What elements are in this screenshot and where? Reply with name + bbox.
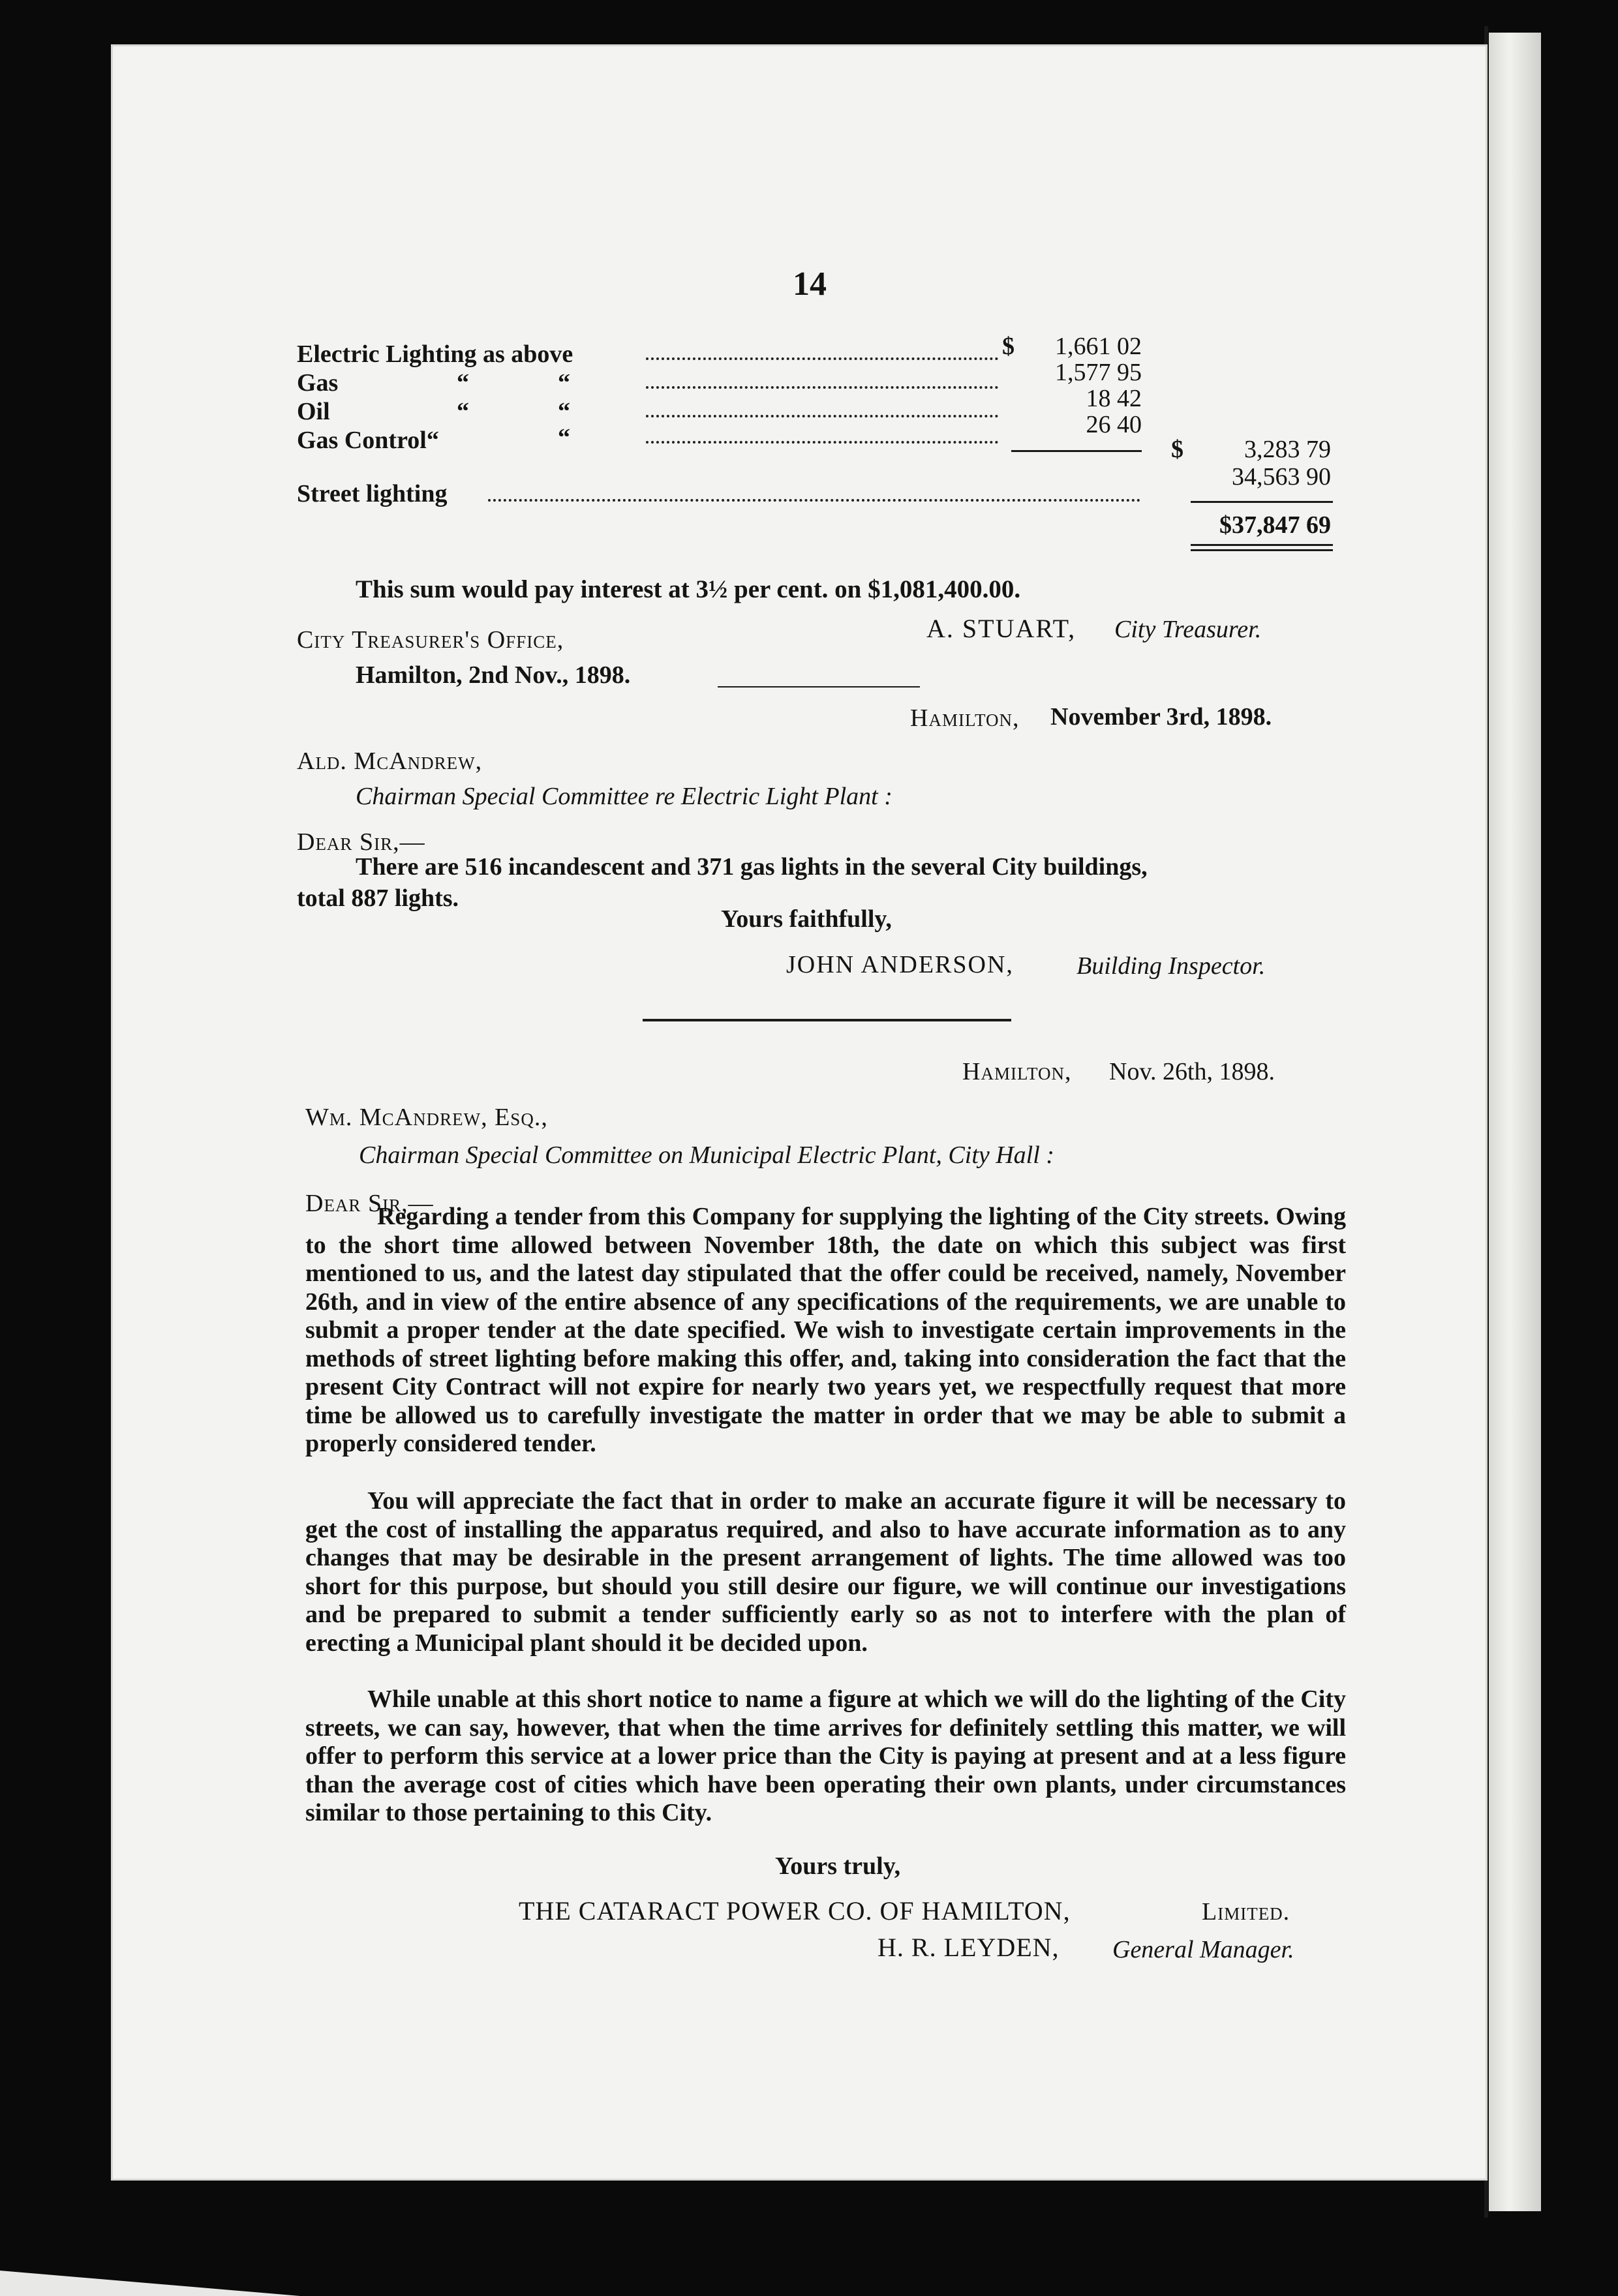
letter2-company: THE CATARACT POWER CO. OF HAMILTON, <box>519 1896 1071 1926</box>
subtotal-rule <box>1011 450 1142 452</box>
summary-row-amount: 1,577 95 <box>1055 359 1142 386</box>
ditto-mark: “ <box>457 369 469 397</box>
letter2-closing: Yours truly, <box>775 1852 901 1880</box>
dollar-sign: $ <box>1002 333 1015 360</box>
letter1-addressee-title: Chairman Special Committee re Electric Light Plant : <box>356 783 893 810</box>
letter2-signature-title: General Manager. <box>1112 1936 1294 1963</box>
leader-dots <box>646 357 998 360</box>
summary-row-amount: 1,661 02 <box>1055 333 1142 360</box>
treasurer-signature-title: City Treasurer. <box>1114 616 1262 643</box>
summary-row-label: Gas Control“ <box>297 427 439 454</box>
letter2-date: Nov. 26th, 1898. <box>1109 1058 1275 1085</box>
summary-row-amount: 18 42 <box>1086 385 1142 412</box>
letter1-addressee: Ald. McAndrew, <box>297 748 483 775</box>
total-rule-double-2 <box>1191 549 1333 551</box>
letter2-paragraph: You will appreciate the fact that in order to make an accurate figure it will be necessary to get the cost of installing the apparatus required, and also to have accurate information as to any changes that may be desirable in the present arrangement of lights. The time allowed was too short for this purpose, but should you still desire our figure, we will continue our investigations and be prepared to submit a tender sufficiently early so as not to interfere with the plan of erecting a Municipal plant should it be decided upon. <box>305 1487 1346 1657</box>
letter2-addressee: Wm. McAndrew, Esq., <box>305 1104 548 1131</box>
ditto-mark: “ <box>558 369 570 397</box>
subtotal-dollar-sign: $ <box>1171 436 1183 463</box>
ditto-mark: “ <box>558 424 570 451</box>
section-divider <box>643 1019 1011 1021</box>
total-amount: $37,847 69 <box>1219 511 1331 539</box>
leader-dots <box>646 386 998 389</box>
street-lighting-amount: 34,563 90 <box>1232 463 1331 491</box>
section-divider <box>718 686 920 687</box>
leader-dots <box>488 499 1140 502</box>
letter1-signature-name: JOHN ANDERSON, <box>786 951 1014 978</box>
letter1-salutation: Dear Sir,— <box>297 828 425 856</box>
scan-corner-fold <box>0 2211 300 2296</box>
total-rule-double-1 <box>1191 544 1333 546</box>
ditto-mark: “ <box>558 398 570 425</box>
adjacent-page-edge <box>1489 33 1541 2211</box>
treasurer-signature-name: A. STUART, <box>926 614 1076 643</box>
street-lighting-label: Street lighting <box>297 480 448 507</box>
ditto-mark: “ <box>457 398 469 425</box>
letter2-place: Hamilton, <box>962 1058 1072 1085</box>
treasurer-office: City Treasurer's Office, <box>297 626 564 654</box>
letter2-signature-name: H. R. LEYDEN, <box>878 1933 1060 1962</box>
letter2-company-suffix: Limited. <box>1202 1898 1290 1926</box>
letter2-paragraph: While unable at this short notice to name a figure at which we will do the lighting of the City streets, we can say, however, that when the time arrives for definitely settling this matter, we will offer to perform this service at a lower price than the City is paying at present and at a less figure than the average cost of cities which have been operating their own plants, under circumstances similar to those pertaining to this City. <box>305 1685 1346 1826</box>
summary-row-label: Electric Lighting as above <box>297 340 573 368</box>
summary-row-label: Gas <box>297 369 339 397</box>
total-rule-top <box>1191 501 1333 503</box>
letter2-paragraph: Regarding a tender from this Company for supplying the lighting of the City streets. Owing to the short time allowed between November 18th, the date on which this subject was first mentioned to us, and the latest day stipulated that the offer could be received, namely, November 26th, and in view of the entire absence of any specifications of the requirements, we are unable to submit a proper tender at the date specified. We wish to investigate certain improvements in the methods of street lighting before making this offer, and, taking into consideration the fact that the present City Contract will not expire for nearly two years yet, we respectfully request that more time be allowed us to carefully investigate the matter in order that we may be able to submit a properly considered tender. <box>305 1203 1346 1457</box>
leader-dots <box>646 415 998 417</box>
letter1-date: November 3rd, 1898. <box>1050 703 1272 731</box>
summary-row-label: Oil <box>297 398 330 425</box>
letter1-signature-title: Building Inspector. <box>1076 952 1266 980</box>
leader-dots <box>646 441 998 444</box>
interest-note: This sum would pay interest at 3½ per cent. on $1,081,400.00. <box>356 575 1021 603</box>
letter1-place: Hamilton, <box>910 704 1020 732</box>
letter2-salutation: Dear Sir,— <box>305 1190 434 1217</box>
page-number: 14 <box>793 265 827 303</box>
subtotal-amount: 3,283 79 <box>1244 436 1331 463</box>
letter2-addressee-title: Chairman Special Committee on Municipal Electric Plant, City Hall : <box>359 1141 1054 1169</box>
letter1-body-line: There are 516 incandescent and 371 gas lights in the several City buildings, <box>356 853 1148 881</box>
letter1-body-line: total 887 lights. <box>297 884 459 912</box>
letter1-closing: Yours faithfully, <box>721 905 892 933</box>
treasurer-place-date: Hamilton, 2nd Nov., 1898. <box>356 661 631 689</box>
summary-row-amount: 26 40 <box>1086 411 1142 438</box>
